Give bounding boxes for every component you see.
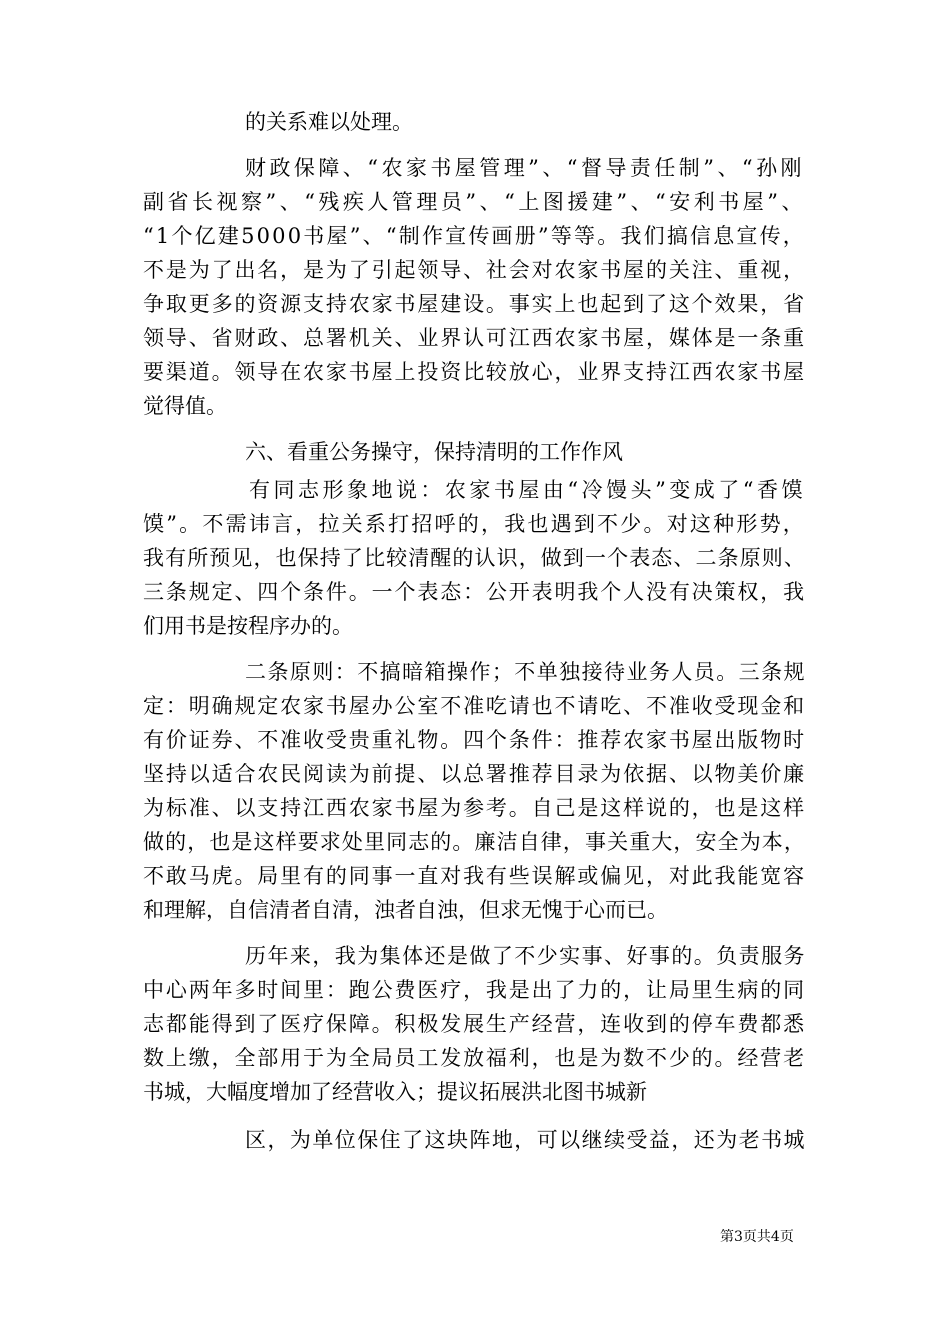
text-line: 我有所预见，也保持了比较清醒的认识，做到一个表态、二条原则、 [143, 546, 806, 570]
text-line: 们用书是按程序办的。 [143, 614, 353, 638]
text-line: 的关系难以处理。 [245, 110, 413, 134]
text-line: 觉得值。 [143, 394, 227, 418]
text-line: 书城，大幅度增加了经营收入；提议拓展洪北图书城新 [143, 1080, 647, 1104]
text-line: 定：明确规定农家书屋办公室不准吃请也不请吃、不准收受现金和 [143, 694, 806, 718]
text-line: 志都能得到了医疗保障。积极发展生产经营，连收到的停车费都悉 [143, 1012, 806, 1036]
text-line: 做的，也是这样要求处里同志的。廉洁自律，事关重大，安全为本， [143, 830, 806, 854]
text-line: 数上缴，全部用于为全局员工发放福利，也是为数不少的。经营老 [143, 1046, 806, 1070]
text-line: 二条原则：不搞暗箱操作；不单独接待业务人员。三条规 [245, 660, 806, 684]
text-line: 要渠道。领导在农家书屋上投资比较放心，业界支持江西农家书屋 [143, 360, 806, 384]
text-line: 区，为单位保住了这块阵地，可以继续受益，还为老书城 [245, 1128, 806, 1152]
text-line: 不敢马虎。局里有的同事一直对我有些误解或偏见，对此我能宽容 [143, 864, 806, 888]
text-line: 坚持以适合农民阅读为前提、以总署推荐目录为依据、以物美价廉 [143, 762, 806, 786]
text-line: 副省长视察”、“残疾人管理员”、“上图援建”、“安利书屋”、 [143, 190, 806, 214]
text-line: 领导、省财政、总署机关、业界认可江西农家书屋，媒体是一条重 [143, 326, 806, 350]
text-line: 中心两年多时间里：跑公费医疗，我是出了力的，让局里生病的同 [143, 978, 806, 1002]
text-line: 有价证券、不准收受贵重礼物。四个条件：推荐农家书屋出版物时 [143, 728, 806, 752]
text-line: 有同志形象地说：农家书屋由“冷馒头”变成了“香馍 [249, 478, 806, 502]
text-line: 历年来，我为集体还是做了不少实事、好事的。负责服务 [245, 944, 806, 968]
text-line: 争取更多的资源支持农家书屋建设。事实上也起到了这个效果，省 [143, 292, 806, 316]
text-line: 三条规定、四个条件。一个表态：公开表明我个人没有决策权，我 [143, 580, 806, 604]
text-line: “1个亿建5000书屋”、“制作宣传画册”等等。我们搞信息宣传， [143, 224, 806, 248]
text-line: 六、看重公务操守，保持清明的工作作风 [245, 440, 623, 464]
text-line: 为标准、以支持江西农家书屋为参考。自己是这样说的，也是这样 [143, 796, 806, 820]
text-line: 和理解，自信清者自清，浊者自浊，但求无愧于心而已。 [143, 898, 668, 922]
text-line: 馍”。不需讳言，拉关系打招呼的，我也遇到不少。对这种形势， [143, 512, 806, 536]
page-footer: 第3页共4页 [720, 1229, 794, 1245]
text-line: 不是为了出名，是为了引起领导、社会对农家书屋的关注、重视， [143, 258, 806, 282]
text-line: 财政保障、“农家书屋管理”、“督导责任制”、“孙刚 [245, 156, 805, 180]
